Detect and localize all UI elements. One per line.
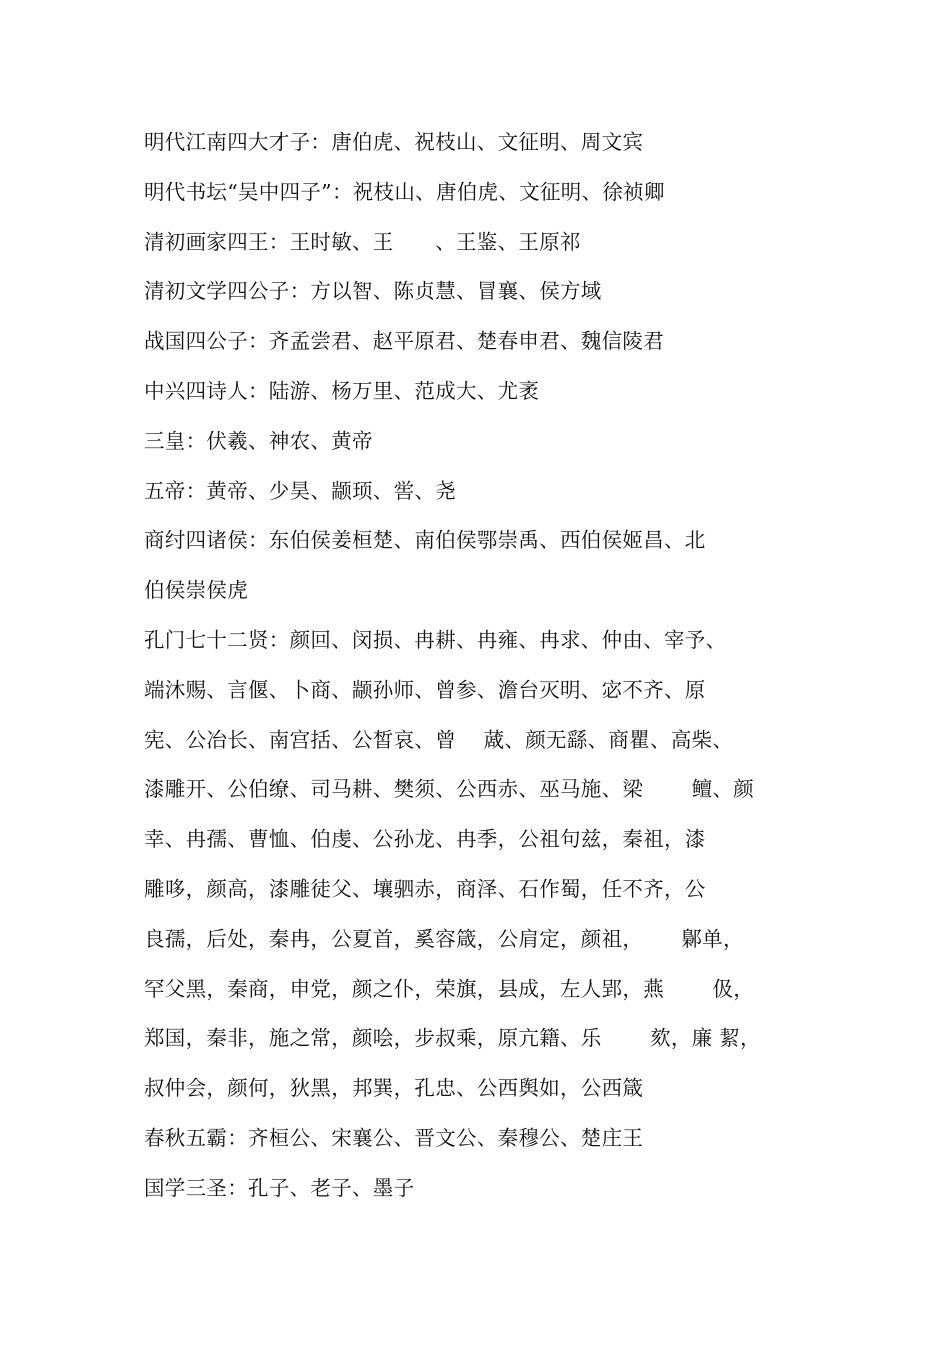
text-line-disciples-6: 雕哆，颜高，漆雕徒父、壤驷赤，商泽、石作蜀，任不齐，公	[144, 876, 706, 901]
text-line-zhongxing-four-poets: 中兴四诗人：陆游、杨万里、范成大、尤袤	[144, 378, 540, 403]
text-line-qing-four-wang-painters: 清初画家四王：王时敏、王 、王鉴、王原祁	[144, 229, 581, 254]
text-line-warring-states-four-lords: 战国四公子：齐孟尝君、赵平原君、楚春申君、魏信陵君	[144, 329, 664, 354]
text-line-disciples-10: 叔仲会，颜何，狄黑，邦巽，孔忠、公西舆如，公西箴	[144, 1076, 644, 1101]
text-line-wuzhong-four: 明代书坛“吴中四子”：祝枝山、唐伯虎、文征明、徐祯卿	[144, 179, 665, 204]
text-line-qing-four-literary-gentlemen: 清初文学四公子：方以智、陈贞慧、冒襄、侯方域	[144, 279, 602, 304]
text-line-disciples-5: 幸、冉孺、曹恤、伯虔、公孙龙、冉季，公祖句兹，秦祖，漆	[144, 827, 706, 852]
text-line-disciples-8: 罕父黑，秦商，申党，颜之仆，荣旗，县成，左人郢，燕 伋，	[144, 976, 755, 1001]
text-line-shang-four-marquises: 商纣四诸侯：东伯侯姜桓楚、南伯侯鄂崇禹、西伯侯姬昌、北	[144, 528, 706, 553]
document-body	[144, 124, 824, 1220]
text-line-disciples-4: 漆雕开、公伯缭、司马耕、樊须、公西赤、巫马施、梁 鳣、颜	[144, 777, 755, 802]
text-line-disciples-7: 良孺，后处，秦冉，公夏首，奚容箴，公肩定，颜祖， 鄡单，	[144, 926, 744, 951]
text-line-three-sages: 国学三圣：孔子、老子、墨子	[144, 1175, 415, 1200]
text-line-spring-autumn-five-hegemons: 春秋五霸：齐桓公、宋襄公、晋文公、秦穆公、楚庄王	[144, 1125, 644, 1150]
text-line-three-sovereigns: 三皇：伏羲、神农、黄帝	[144, 428, 373, 453]
text-line-disciples-9: 郑国，秦非，施之常，颜哙，步叔乘，原亢籍、乐 欬，廉 絜，	[144, 1026, 761, 1051]
text-line-shang-four-marquises-cont: 伯侯崇侯虎	[144, 578, 248, 603]
text-line-disciples-3: 宪、公冶长、南宫括、公皙哀、曾 蒧、颜无繇、商瞿、高柴、	[144, 727, 734, 752]
text-line-ming-jiangnan-four-talents: 明代江南四大才子：唐伯虎、祝枝山、文征明、周文宾	[144, 130, 644, 154]
text-line-disciples-2: 端沐赐、言偃、卜商、颛孙师、曾参、澹台灭明、宓不齐、原	[144, 677, 706, 702]
text-line-confucius-72-disciples: 孔门七十二贤：颜回、闵损、冉耕、冉雍、冉求、仲由、宰予、	[144, 627, 727, 652]
text-line-five-emperors: 五帝：黄帝、少昊、颛顼、喾、尧	[144, 478, 456, 503]
